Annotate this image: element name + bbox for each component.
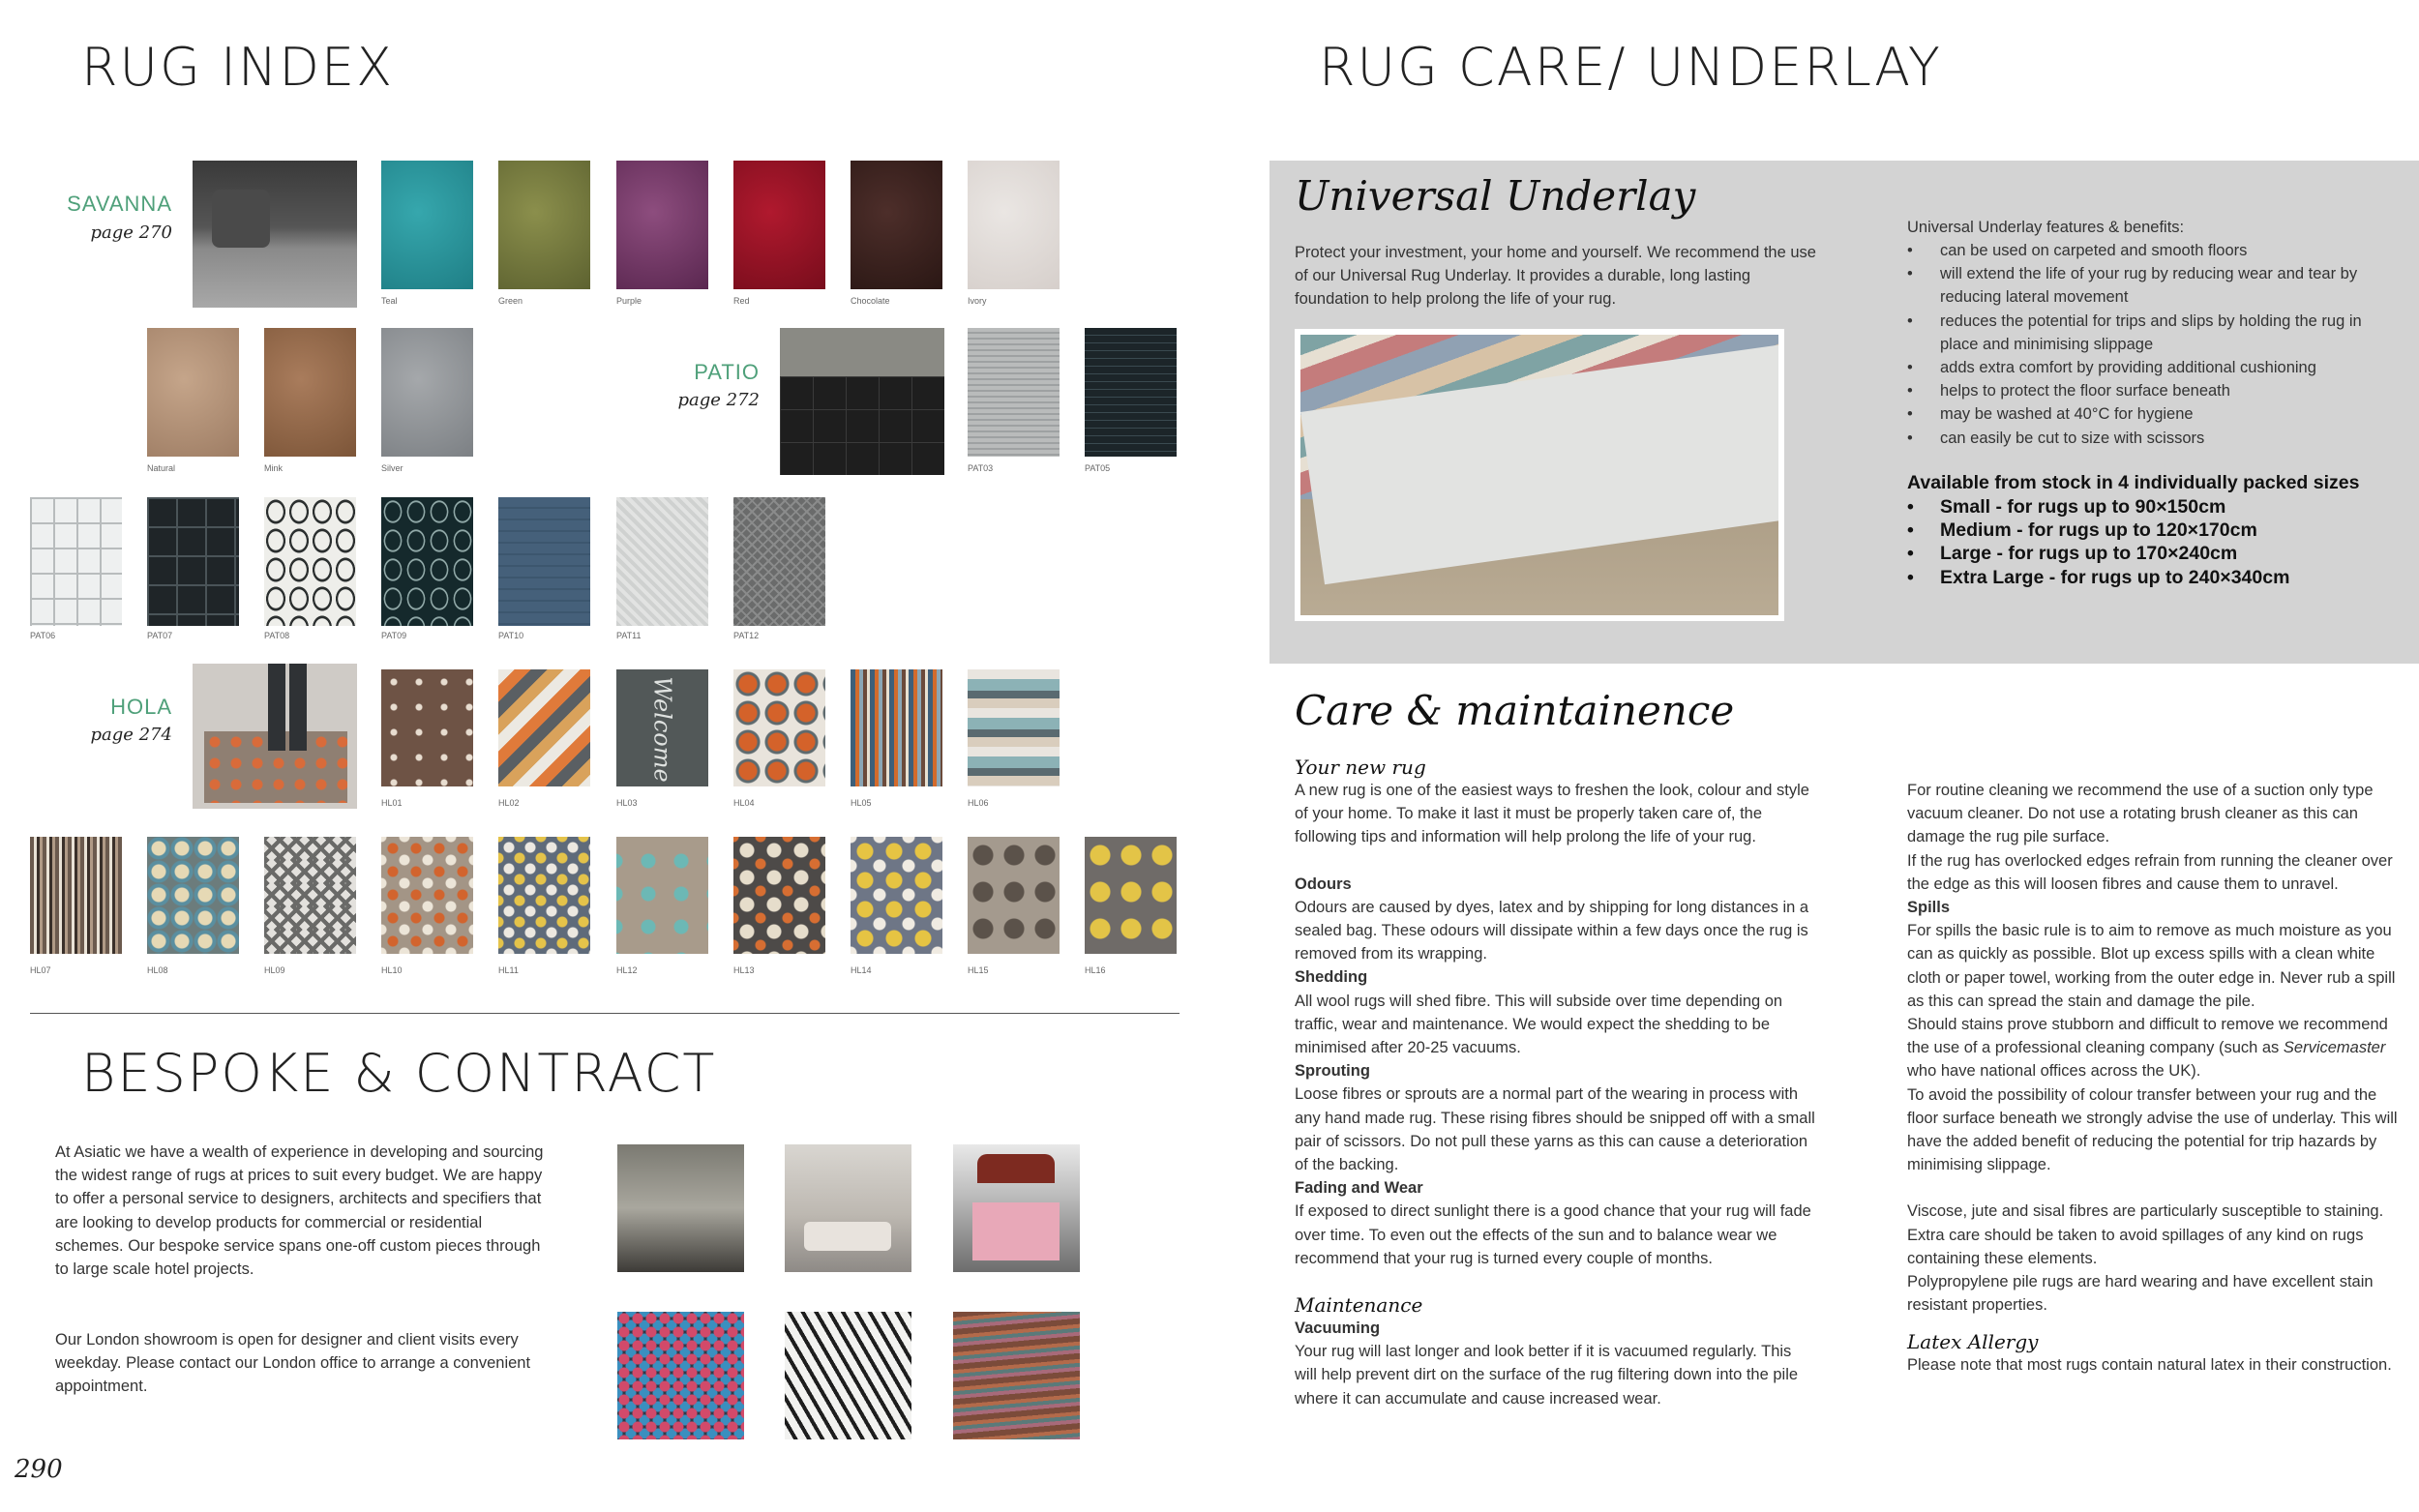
sprouting-heading: Sprouting bbox=[1295, 1062, 1370, 1081]
rug-tile-purple[interactable] bbox=[616, 161, 708, 289]
rug-care-title: RUG CARE/ UNDERLAY bbox=[1319, 37, 1942, 98]
fading-heading: Fading and Wear bbox=[1295, 1179, 1423, 1198]
rug-caption-red: Red bbox=[733, 296, 750, 306]
shedding-heading: Shedding bbox=[1295, 968, 1368, 987]
range-name-patio: PATIO bbox=[694, 360, 760, 384]
range-page-savanna: page 270 bbox=[90, 222, 172, 243]
rug-caption-hl02: HL02 bbox=[498, 798, 520, 808]
rug-caption-hl03: HL03 bbox=[616, 798, 638, 808]
rug-caption-hl05: HL05 bbox=[851, 798, 872, 808]
spills-text: For spills the basic rule is to aim to remove as much moisture as you can as quickly as possible. Blot up excess spills with a clean white cloth or paper towel, working from the outer edge in. Never rub a spill as this can spread the stain and damage the pile. bbox=[1907, 922, 2396, 1010]
shedding-text: All wool rugs will shed fibre. This will subside over time depending on traffic, wear and maintenance. We would expect the shedding to be minimised after 20-25 vacuums. bbox=[1295, 992, 1783, 1057]
rug-caption-pat09: PAT09 bbox=[381, 631, 407, 640]
rug-caption-pat12: PAT12 bbox=[733, 631, 760, 640]
sizes-title: Available from stock in 4 individually packed sizes bbox=[1907, 472, 2360, 493]
rug-caption-pat07: PAT07 bbox=[147, 631, 173, 640]
bespoke-paragraph-2: Our London showroom is open for designer and client visits every weekday. Please contact our London office to arrange a convenient appointment. bbox=[55, 1331, 531, 1396]
rug-caption-ivory: Ivory bbox=[968, 296, 987, 306]
vacuuming-heading: Vacuuming bbox=[1295, 1319, 1381, 1338]
care-column-left bbox=[1295, 756, 1817, 1410]
bespoke-photo-lobby bbox=[617, 1144, 744, 1272]
rug-tile-hl09[interactable] bbox=[264, 837, 356, 954]
new-rug-heading: Your new rug bbox=[1295, 756, 1426, 779]
range-name-savanna: SAVANNA bbox=[67, 192, 172, 216]
rug-tile-hl07[interactable] bbox=[30, 837, 122, 954]
rug-tile-pat06[interactable] bbox=[30, 497, 122, 626]
underlay-intro: Protect your investment, your home and yourself. We recommend the use of our Universal Rug Underlay. It provides a durable, long lasting foundation to help prolong the life of your rug. bbox=[1295, 244, 1816, 309]
latex-allergy-text: Please note that most rugs contain natural latex in their construction. bbox=[1907, 1356, 2392, 1375]
rug-caption-hl11: HL11 bbox=[498, 965, 519, 975]
rug-caption-hl10: HL10 bbox=[381, 965, 403, 975]
rug-tile-pat12[interactable] bbox=[733, 497, 825, 626]
feature-item: • reduces the potential for trips and slips by holding the rug in place and minimising slippage bbox=[1907, 310, 2401, 356]
size-item: • Extra Large - for rugs up to 240×340cm bbox=[1907, 566, 2410, 589]
rug-caption-mink: Mink bbox=[264, 463, 284, 473]
odours-heading: Odours bbox=[1295, 875, 1352, 893]
rug-tile-hl10[interactable] bbox=[381, 837, 473, 954]
rug-tile-hl16[interactable] bbox=[1085, 837, 1177, 954]
rug-tile-pat07[interactable] bbox=[147, 497, 239, 626]
stains-text: Should stains prove stubborn and difficult to remove we recommend the use of a professional cleaning company (such as Servicemaster who have national offices across the UK). bbox=[1907, 1016, 2388, 1081]
rug-tile-ivory[interactable] bbox=[968, 161, 1060, 289]
rug-caption-pat05: PAT05 bbox=[1085, 463, 1111, 473]
rug-tile-silver[interactable] bbox=[381, 328, 473, 457]
rug-caption-green: Green bbox=[498, 296, 523, 306]
bespoke-photo-leaf-prints bbox=[785, 1312, 911, 1439]
feature-item: • will extend the life of your rug by reducing wear and tear by reducing lateral movement bbox=[1907, 262, 2401, 309]
spills-heading: Spills bbox=[1907, 899, 1951, 917]
patio-room-photo bbox=[780, 328, 944, 475]
rug-tile-chocolate[interactable] bbox=[851, 161, 942, 289]
rug-caption-hl01: HL01 bbox=[381, 798, 403, 808]
odours-text: Odours are caused by dyes, latex and by shipping for long distances in a sealed bag. These odours will dissipate within a few days once the rug is removed from its wrapping. bbox=[1295, 898, 1809, 964]
rug-caption-hl07: HL07 bbox=[30, 965, 51, 975]
rug-tile-hl01[interactable] bbox=[381, 669, 473, 786]
rug-caption-teal: Teal bbox=[381, 296, 398, 306]
rug-tile-hl02[interactable] bbox=[498, 669, 590, 786]
rug-tile-hl11[interactable] bbox=[498, 837, 590, 954]
rug-caption-natural: Natural bbox=[147, 463, 176, 473]
bespoke-photo-portrait-rug bbox=[953, 1144, 1080, 1272]
rug-tile-mink[interactable] bbox=[264, 328, 356, 457]
bespoke-photo-yarn-samples bbox=[617, 1312, 744, 1439]
feature-item: • may be washed at 40°C for hygiene bbox=[1907, 402, 2401, 426]
rug-tile-pat03[interactable] bbox=[968, 328, 1060, 457]
maintenance-heading: Maintenance bbox=[1295, 1293, 1423, 1318]
latex-allergy-heading: Latex Allergy bbox=[1907, 1330, 2039, 1354]
underlay-product-photo bbox=[1295, 329, 1784, 621]
rug-caption-pat03: PAT03 bbox=[968, 463, 994, 473]
rug-tile-pat09[interactable] bbox=[381, 497, 473, 626]
rug-tile-red[interactable] bbox=[733, 161, 825, 289]
rug-tile-hl14[interactable] bbox=[851, 837, 942, 954]
rug-caption-hl16: HL16 bbox=[1085, 965, 1106, 975]
rug-tile-natural[interactable] bbox=[147, 328, 239, 457]
rug-tile-hl06[interactable] bbox=[968, 669, 1060, 786]
doormat-welcome-text: Welcome bbox=[648, 676, 676, 783]
rug-caption-pat11: PAT11 bbox=[616, 631, 642, 640]
overlocked-edges-text: If the rug has overlocked edges refrain from running the cleaner over the edge as this will loosen fibres and cause them to unravel. bbox=[1907, 851, 2393, 893]
rug-tile-hl05[interactable] bbox=[851, 669, 942, 786]
rug-caption-purple: Purple bbox=[616, 296, 642, 306]
rug-caption-hl06: HL06 bbox=[968, 798, 989, 808]
rug-caption-chocolate: Chocolate bbox=[851, 296, 890, 306]
rug-caption-hl04: HL04 bbox=[733, 798, 755, 808]
rug-caption-hl08: HL08 bbox=[147, 965, 168, 975]
rug-tile-teal[interactable] bbox=[381, 161, 473, 289]
rug-tile-pat08[interactable] bbox=[264, 497, 356, 626]
rug-tile-hl13[interactable] bbox=[733, 837, 825, 954]
rug-tile-hl12[interactable] bbox=[616, 837, 708, 954]
bespoke-title: BESPOKE & CONTRACT bbox=[81, 1043, 717, 1104]
rug-tile-pat11[interactable] bbox=[616, 497, 708, 626]
rug-caption-pat06: PAT06 bbox=[30, 631, 56, 640]
polypropylene-text: Polypropylene pile rugs are hard wearing and have excellent stain resistant properties. bbox=[1907, 1273, 2374, 1315]
rug-tile-pat10[interactable] bbox=[498, 497, 590, 626]
feature-item: • can easily be cut to size with scissors bbox=[1907, 427, 2401, 450]
rug-tile-hl08[interactable] bbox=[147, 837, 239, 954]
feature-item: • helps to protect the floor surface beneath bbox=[1907, 379, 2401, 402]
size-item: • Large - for rugs up to 170×240cm bbox=[1907, 542, 2410, 565]
rug-caption-silver: Silver bbox=[381, 463, 403, 473]
sprouting-text: Loose fibres or sprouts are a normal part of the wearing in process with any hand made rug. These rising fibres should be snipped off with a small pair of scissors. Do not pull these yarns as this can cause a deterioration of the backing. bbox=[1295, 1085, 1815, 1174]
size-item: • Medium - for rugs up to 120×170cm bbox=[1907, 519, 2410, 542]
feature-item: • can be used on carpeted and smooth floors bbox=[1907, 239, 2401, 262]
fading-text: If exposed to direct sunlight there is a good chance that your rug will fade over time. To even out the effects of the sun and to balance wear we recommend that your rug is turned every couple of months. bbox=[1295, 1202, 1811, 1267]
rug-index-title: RUG INDEX bbox=[81, 37, 395, 98]
rug-caption-hl15: HL15 bbox=[968, 965, 989, 975]
bespoke-photo-lounge bbox=[785, 1144, 911, 1272]
rug-caption-hl13: HL13 bbox=[733, 965, 755, 975]
underlay-heading: Universal Underlay bbox=[1295, 172, 1696, 220]
rug-caption-hl14: HL14 bbox=[851, 965, 872, 975]
care-heading: Care & maintainence bbox=[1295, 687, 1735, 734]
features-list bbox=[1907, 239, 2401, 450]
rug-tile-green[interactable] bbox=[498, 161, 590, 289]
size-item: • Small - for rugs up to 90×150cm bbox=[1907, 495, 2410, 519]
hola-room-photo bbox=[193, 664, 357, 809]
new-rug-text: A new rug is one of the easiest ways to freshen the look, colour and style of your home. To make it last it must be properly taken care of, the following tips and information will help prolong the life of your rug. bbox=[1295, 782, 1809, 846]
rug-caption-hl09: HL09 bbox=[264, 965, 285, 975]
rug-caption-hl12: HL12 bbox=[616, 965, 638, 975]
page-number: 290 bbox=[15, 1455, 63, 1484]
rug-tile-hl03[interactable] bbox=[616, 669, 708, 786]
rug-tile-hl15[interactable] bbox=[968, 837, 1060, 954]
rug-caption-pat10: PAT10 bbox=[498, 631, 524, 640]
viscose-text: Viscose, jute and sisal fibres are particularly susceptible to staining. Extra care should be taken to avoid spillages of any kind on rugs containing these elements. bbox=[1907, 1202, 2384, 1267]
vacuuming-text: Your rug will last longer and look better if it is vacuumed regularly. This will help prevent dirt on the surface of the rug filtering down into the pile where it can accumulate and cause increased wear. bbox=[1295, 1343, 1799, 1408]
care-column-right bbox=[1907, 779, 2405, 1378]
bespoke-paragraph-1: At Asiatic we have a wealth of experience in developing and sourcing the widest range of rugs at prices to suit every budget. We are happy to offer a personal service to designers, architects and specifiers that are looking to develop products for commercial or residential schemes. Our bespoke service spans one-off custom pieces through to large scale hotel projects. bbox=[55, 1143, 544, 1279]
rug-tile-pat05[interactable] bbox=[1085, 328, 1177, 457]
rug-tile-hl04[interactable] bbox=[733, 669, 825, 786]
range-page-patio: page 272 bbox=[677, 390, 760, 410]
colour-transfer-text: To avoid the possibility of colour transfer between your rug and the floor surface beneath we strongly advise the use of underlay. This will have the added benefit of reducing the potential for trip hazards by minimising slippage. bbox=[1907, 1085, 2398, 1174]
features-title: Universal Underlay features & benefits: bbox=[1907, 219, 2185, 236]
feature-item: • adds extra comfort by providing additional cushioning bbox=[1907, 356, 2401, 379]
bespoke-photo-rug-stack bbox=[953, 1312, 1080, 1439]
sizes-list bbox=[1907, 495, 2410, 589]
rug-caption-pat08: PAT08 bbox=[264, 631, 290, 640]
savanna-room-photo bbox=[193, 161, 357, 308]
range-page-hola: page 274 bbox=[90, 725, 172, 745]
routine-cleaning-text: For routine cleaning we recommend the use of a suction only type vacuum cleaner. Do not use a rotating brush cleaner as this can damage the rug pile surface. bbox=[1907, 782, 2374, 846]
range-name-hola: HOLA bbox=[110, 695, 172, 719]
section-divider bbox=[30, 1013, 1180, 1014]
